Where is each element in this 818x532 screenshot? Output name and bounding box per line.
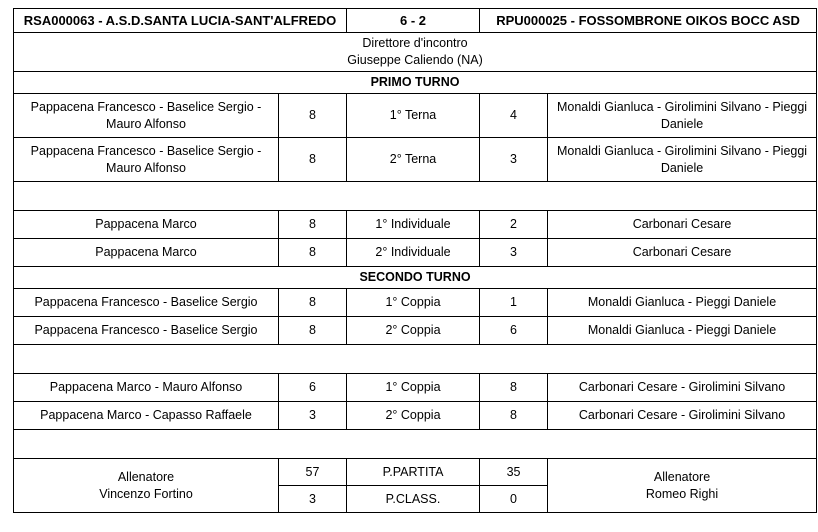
match-score: 6 - 2	[347, 9, 480, 33]
table-row	[14, 317, 817, 345]
match-header-row	[14, 9, 817, 33]
game-label: 1° Individuale	[347, 211, 480, 239]
home-coach-cell	[14, 459, 279, 513]
away-points: 3	[480, 138, 548, 182]
spacer-row	[14, 430, 817, 459]
home-points: 8	[279, 317, 347, 345]
away-players: Monaldi Gianluca - Girolimini Silvano - Pieggi Daniele	[548, 94, 817, 138]
table-row	[14, 289, 817, 317]
spacer-cell	[14, 182, 817, 211]
director-name: Giuseppe Caliendo (NA)	[347, 53, 483, 67]
home-points: 8	[279, 239, 347, 267]
class-away-points: 0	[480, 486, 548, 513]
spacer-cell	[14, 345, 817, 374]
table-row	[14, 94, 817, 138]
away-coach-name: Romeo Righi	[645, 486, 719, 501]
home-coach-name: Vincenzo Fortino	[99, 486, 193, 501]
away-players: Carbonari Cesare - Girolimini Silvano	[548, 374, 817, 402]
partita-label: P.PARTITA	[347, 459, 480, 486]
table-row	[14, 402, 817, 430]
game-label: 2° Coppia	[347, 317, 480, 345]
spacer-cell	[14, 430, 817, 459]
secondo-turno-row	[14, 267, 817, 289]
away-players: Carbonari Cesare	[548, 239, 817, 267]
table-row	[14, 239, 817, 267]
home-players: Pappacena Francesco - Baselice Sergio	[14, 289, 279, 317]
away-points: 1	[480, 289, 548, 317]
director-label: Direttore d'incontro	[362, 36, 468, 50]
home-players: Pappacena Marco - Mauro Alfonso	[14, 374, 279, 402]
home-players: Pappacena Francesco - Baselice Sergio	[14, 317, 279, 345]
away-points: 8	[480, 402, 548, 430]
home-points: 8	[279, 94, 347, 138]
away-points: 6	[480, 317, 548, 345]
class-label: P.CLASS.	[347, 486, 480, 513]
match-report-table	[13, 8, 817, 513]
table-row	[14, 138, 817, 182]
game-label: 2° Terna	[347, 138, 480, 182]
away-players: Monaldi Gianluca - Pieggi Daniele	[548, 317, 817, 345]
home-coach-label: Allenatore	[117, 469, 175, 484]
away-team-name: RPU000025 - FOSSOMBRONE OIKOS BOCC ASD	[480, 9, 817, 33]
class-home-points: 3	[279, 486, 347, 513]
home-points: 8	[279, 138, 347, 182]
game-label: 1° Terna	[347, 94, 480, 138]
secondo-turno-title: SECONDO TURNO	[14, 267, 817, 289]
spacer-row	[14, 182, 817, 211]
table-row	[14, 211, 817, 239]
home-points: 8	[279, 211, 347, 239]
away-points: 2	[480, 211, 548, 239]
partita-home-points: 57	[279, 459, 347, 486]
partita-away-points: 35	[480, 459, 548, 486]
home-points: 8	[279, 289, 347, 317]
away-players: Monaldi Gianluca - Pieggi Daniele	[548, 289, 817, 317]
primo-turno-title: PRIMO TURNO	[14, 72, 817, 94]
home-players: Pappacena Marco	[14, 239, 279, 267]
game-label: 2° Individuale	[347, 239, 480, 267]
home-points: 3	[279, 402, 347, 430]
director-cell	[14, 33, 817, 72]
game-label: 1° Coppia	[347, 289, 480, 317]
primo-turno-row	[14, 72, 817, 94]
footer-row-partita	[14, 459, 817, 486]
away-points: 8	[480, 374, 548, 402]
away-points: 3	[480, 239, 548, 267]
away-coach-label: Allenatore	[653, 469, 711, 484]
away-coach-cell	[548, 459, 817, 513]
game-label: 1° Coppia	[347, 374, 480, 402]
away-points: 4	[480, 94, 548, 138]
away-players: Carbonari Cesare	[548, 211, 817, 239]
spacer-row	[14, 345, 817, 374]
away-players: Monaldi Gianluca - Girolimini Silvano - Pieggi Daniele	[548, 138, 817, 182]
home-players: Pappacena Marco	[14, 211, 279, 239]
table-row	[14, 374, 817, 402]
game-label: 2° Coppia	[347, 402, 480, 430]
home-players: Pappacena Francesco - Baselice Sergio - Mauro Alfonso	[14, 94, 279, 138]
home-team-name: RSA000063 - A.S.D.SANTA LUCIA-SANT'ALFREDO	[14, 9, 347, 33]
home-players: Pappacena Marco - Capasso Raffaele	[14, 402, 279, 430]
home-players: Pappacena Francesco - Baselice Sergio - Mauro Alfonso	[14, 138, 279, 182]
away-players: Carbonari Cesare - Girolimini Silvano	[548, 402, 817, 430]
home-points: 6	[279, 374, 347, 402]
director-row	[14, 33, 817, 72]
